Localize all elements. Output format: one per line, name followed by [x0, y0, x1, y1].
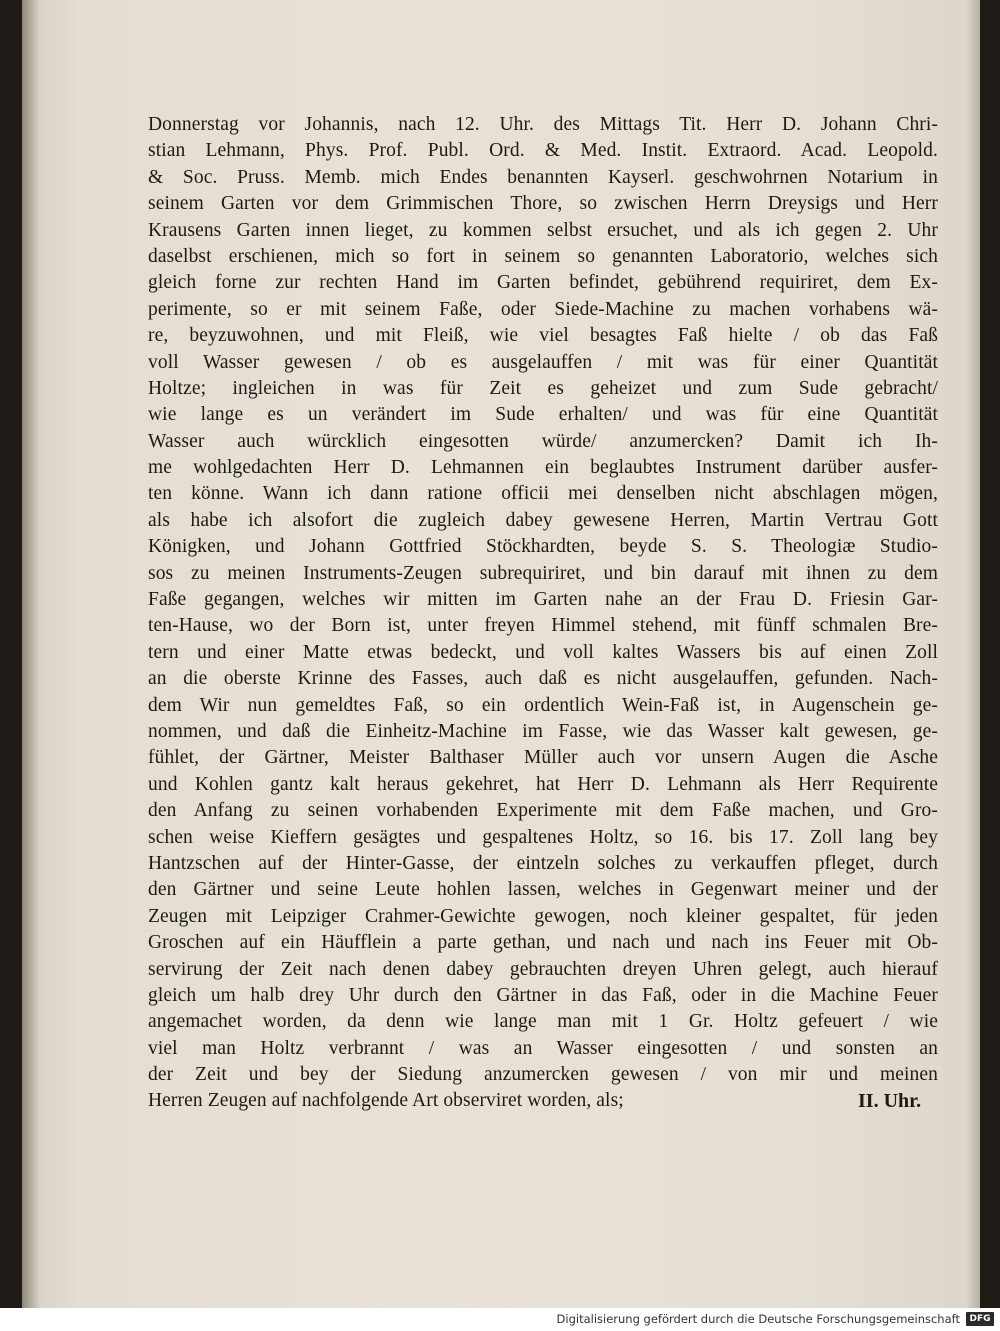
text-line: Zeugen mit Leipziger Crahmer-Gewichte gewogen, noch kleiner gespaltet, für jeden [148, 905, 938, 927]
text-line: ten-Hause, wo der Born ist, unter freyen Himmel stehend, mit fünff schmalen Bre- [148, 615, 938, 637]
text-line: und Kohlen gantz kalt heraus gekehret, hat Herr D. Lehmann als Herr Requirente [148, 773, 938, 795]
text-line: viel man Holtz verbrannt / was an Wasser eingesotten / und sonsten an [148, 1037, 938, 1059]
text-line: Donnerstag vor Johannis, nach 12. Uhr. des Mittags Tit. Herr D. Johann Chri- [148, 114, 938, 135]
text-line: servirung der Zeit nach denen dabey gebrauchten dreyen Uhren gelegt, auch hierauf [148, 958, 938, 980]
text-line: gleich forne zur rechten Hand im Garten befindet, gebührend requiriret, dem Ex- [148, 272, 938, 294]
page-edge [966, 0, 980, 1308]
text-line: Königken, und Johann Gottfried Stöckhardten, beyde S. S. Theologiæ Studio- [148, 536, 938, 558]
text-line: gleich um halb drey Uhr durch den Gärtner in das Faß, oder in die Machine Feuer [148, 984, 938, 1006]
text-line: Wasser auch würcklich eingesotten würde/ anzumercken? Damit ich Ih- [148, 430, 938, 452]
dfg-logo-icon: DFG [966, 1312, 994, 1326]
text-line: daselbst erschienen, mich so fort in seinem so genannten Laboratorio, welches sich [148, 245, 938, 267]
text-line: an die oberste Krinne des Fasses, auch daß es nicht ausgelauffen, gefunden. Nach- [148, 668, 938, 690]
text-line: als habe ich alsofort die zugleich dabey gewesene Herren, Martin Vertrau Gott [148, 509, 938, 531]
text-line: den Gärtner und seine Leute hohlen lassen, welches in Gegenwart meiner und der [148, 879, 938, 901]
body-text [148, 112, 938, 1115]
text-line: nommen, und daß die Einheitz-Machine im Fasse, wie das Wasser kalt gewesen, ge- [148, 720, 938, 742]
text-line: perimente, so er mit seinem Faße, oder Siede-Machine zu machen vorhabens wä- [148, 298, 938, 320]
text-line: der Zeit und bey der Siedung anzumercken gewesen / von mir und meinen [148, 1064, 938, 1086]
text-line: tern und einer Matte etwas bedeckt, und voll kaltes Wassers bis auf einen Zoll [148, 641, 938, 663]
text-line: stian Lehmann, Phys. Prof. Publ. Ord. & Med. Instit. Extraord. Acad. Leopold. [148, 140, 938, 162]
text-line: seinem Garten vor dem Grimmischen Thore, so zwischen Herrn Dreysigs und Herr [148, 193, 938, 215]
text-line: voll Wasser gewesen / ob es ausgelauffen / mit was für einer Quantität [148, 351, 938, 373]
gutter-shadow [22, 0, 40, 1308]
funding-credit: Digitalisierung gefördert durch die Deutsche Forschungsgemeinschaft [556, 1312, 960, 1326]
footer-bar [0, 1308, 1000, 1331]
text-line: Groschen auf ein Häufflein a parte gethan, und nach und nach ins Feuer mit Ob- [148, 932, 938, 954]
text-line: re, beyzuwohnen, und mit Fleiß, wie viel besagtes Faß hielte / ob das Faß [148, 325, 938, 347]
catchword: II. Uhr. [858, 1090, 922, 1112]
text-line: den Anfang zu seinen vorhabenden Experimente mit dem Faße machen, und Gro- [148, 800, 938, 822]
text-line: sos zu meinen Instruments-Zeugen subrequiriret, und bin darauf mit ihnen zu dem [148, 562, 938, 584]
text-line: & Soc. Pruss. Memb. mich Endes benannten Kayserl. geschwohrnen Notarium in [148, 166, 938, 188]
text-line: Hantzschen auf der Hinter-Gasse, der eintzeln solches zu verkauffen pfleget, durch [148, 852, 938, 874]
text-line: me wohlgedachten Herr D. Lehmannen ein beglaubtes Instrument darüber ausfer- [148, 457, 938, 479]
text-line: angemachet worden, da denn wie lange man mit 1 Gr. Holtz gefeuert / wie [148, 1011, 938, 1033]
text-line: dem Wir nun gemeldtes Faß, so ein ordentlich Wein-Faß ist, in Augenschein ge- [148, 694, 938, 716]
text-line: ten könne. Wann ich dann ratione officii mei denselben nicht abschlagen mögen, [148, 483, 938, 505]
text-line: Holtze; ingleichen in was für Zeit es geheizet und zum Sude gebracht/ [148, 377, 938, 399]
text-line: Herren Zeugen auf nachfolgende Art observiret worden, als; [148, 1090, 624, 1112]
text-line: Faße gegangen, welches wir mitten im Garten nahe an der Frau D. Friesin Gar- [148, 589, 938, 611]
text-line: wie lange es un verändert im Sude erhalten/ und was für eine Quantität [148, 404, 938, 426]
text-line: Krausens Garten innen lieget, zu kommen selbst ersuchet, und als ich gegen 2. Uhr [148, 219, 938, 241]
text-line: schen weise Kieffern gesägtes und gespaltenes Holtz, so 16. bis 17. Zoll lang bey [148, 826, 938, 848]
text-line: fühlet, der Gärtner, Meister Balthaser Müller auch vor unsern Augen die Asche [148, 747, 938, 769]
